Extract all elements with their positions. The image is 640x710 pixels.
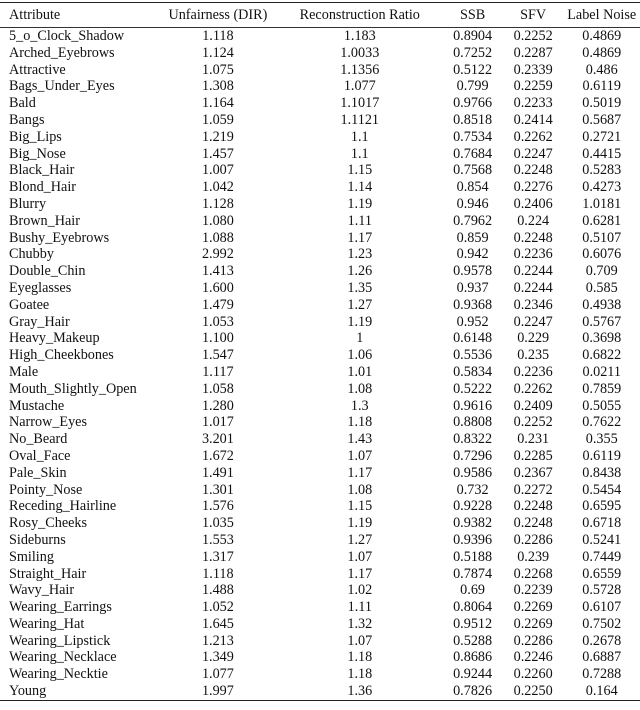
cell-attribute: No_Beard	[9, 431, 68, 448]
cell-ssb: 0.9228	[453, 498, 493, 515]
cell-label-noise: 0.6887	[582, 649, 622, 666]
cell-unfairness-dir: 1.301	[201, 481, 234, 498]
cell-reconstruction-ratio: 1.18	[347, 414, 373, 431]
cell-label-noise: 0.4273	[582, 179, 622, 196]
cell-attribute: Heavy_Makeup	[9, 330, 100, 347]
cell-label-noise: 0.5241	[582, 531, 622, 548]
cell-unfairness-dir: 1.600	[201, 279, 234, 296]
cell-label-noise: 0.4938	[582, 296, 622, 313]
cell-attribute: Oval_Face	[9, 447, 71, 464]
cell-reconstruction-ratio: 1.15	[347, 498, 373, 515]
cell-reconstruction-ratio: 1.18	[347, 649, 373, 666]
cell-reconstruction-ratio: 1.19	[347, 313, 373, 330]
cell-reconstruction-ratio: 1.23	[347, 246, 373, 263]
cell-attribute: Double_Chin	[9, 263, 86, 280]
cell-attribute: Pale_Skin	[9, 464, 67, 481]
cell-label-noise: 0.4869	[582, 28, 622, 44]
cell-label-noise: 0.5019	[582, 95, 622, 112]
cell-reconstruction-ratio: 1.36	[347, 683, 373, 700]
cell-label-noise: 0.585	[585, 279, 618, 296]
table-row	[0, 162, 640, 179]
cell-unfairness-dir: 1.042	[201, 179, 234, 196]
cell-ssb: 0.7962	[453, 212, 493, 229]
cell-unfairness-dir: 1.017	[201, 414, 234, 431]
table-row	[0, 549, 640, 566]
cell-label-noise: 0.2678	[582, 632, 622, 649]
cell-unfairness-dir: 1.553	[201, 531, 234, 548]
cell-reconstruction-ratio: 1.3	[350, 397, 369, 414]
table-row	[0, 179, 640, 196]
cell-ssb: 0.8064	[453, 599, 493, 616]
cell-attribute: Big_Nose	[9, 145, 66, 162]
cell-ssb: 0.7534	[453, 128, 493, 145]
header-label-noise: Label Noise	[567, 6, 637, 23]
cell-unfairness-dir: 1.052	[201, 599, 234, 616]
cell-unfairness-dir: 1.080	[201, 212, 234, 229]
cell-label-noise: 0.6281	[582, 212, 622, 229]
table-row	[0, 62, 640, 79]
cell-reconstruction-ratio: 1.11	[347, 212, 372, 229]
header-reconstruction-ratio: Reconstruction Ratio	[299, 6, 420, 23]
cell-ssb: 0.9766	[453, 95, 493, 112]
cell-attribute: Wearing_Earrings	[9, 599, 112, 616]
cell-unfairness-dir: 1.349	[201, 649, 234, 666]
cell-label-noise: 0.6119	[582, 78, 621, 95]
cell-unfairness-dir: 1.672	[201, 447, 234, 464]
table-row	[0, 465, 640, 482]
cell-reconstruction-ratio: 1.07	[347, 447, 373, 464]
cell-unfairness-dir: 1.035	[201, 515, 234, 532]
cell-ssb: 0.7874	[453, 565, 493, 582]
cell-unfairness-dir: 1.059	[201, 111, 234, 128]
cell-unfairness-dir: 1.007	[201, 162, 234, 179]
cell-attribute: Big_Lips	[9, 128, 62, 145]
cell-attribute: Mustache	[9, 397, 65, 414]
cell-reconstruction-ratio: 1.07	[347, 548, 373, 565]
table-row	[0, 347, 640, 364]
cell-sfv: 0.2269	[513, 615, 553, 632]
cell-unfairness-dir: 1.117	[202, 363, 234, 380]
cell-attribute: Sideburns	[9, 531, 66, 548]
cell-unfairness-dir: 3.201	[201, 431, 234, 448]
table-row	[0, 616, 640, 633]
cell-unfairness-dir: 1.576	[201, 498, 234, 515]
cell-unfairness-dir: 1.308	[201, 78, 234, 95]
cell-attribute: Wearing_Lipstick	[9, 632, 111, 649]
cell-sfv: 0.2246	[513, 649, 553, 666]
cell-label-noise: 0.5728	[582, 582, 622, 599]
cell-ssb: 0.7296	[453, 447, 493, 464]
cell-unfairness-dir: 1.413	[201, 263, 234, 280]
table-row	[0, 28, 640, 45]
cell-label-noise: 0.5107	[582, 229, 622, 246]
cell-attribute: Wearing_Necktie	[9, 666, 108, 683]
header-ssb: SSB	[459, 6, 486, 23]
cell-sfv: 0.2250	[513, 683, 553, 700]
cell-attribute: Blond_Hair	[9, 179, 76, 196]
cell-ssb: 0.8518	[453, 111, 493, 128]
cell-ssb: 0.9368	[453, 296, 493, 313]
cell-attribute: Young	[9, 683, 47, 700]
cell-ssb: 0.5288	[453, 632, 493, 649]
cell-reconstruction-ratio: 1.27	[347, 296, 373, 313]
cell-unfairness-dir: 1.213	[201, 632, 234, 649]
cell-sfv: 0.2414	[513, 111, 553, 128]
cell-attribute: Bangs	[9, 111, 45, 128]
cell-sfv: 0.2247	[513, 313, 553, 330]
cell-label-noise: 0.486	[585, 61, 618, 78]
cell-sfv: 0.2409	[513, 397, 553, 414]
cell-unfairness-dir: 1.118	[202, 565, 234, 582]
cell-label-noise: 0.709	[585, 263, 618, 280]
cell-label-noise: 0.4869	[582, 44, 622, 61]
cell-attribute: Brown_Hair	[9, 212, 80, 229]
cell-sfv: 0.2286	[513, 531, 553, 548]
cell-attribute: Bags_Under_Eyes	[9, 78, 115, 95]
cell-attribute: Eyeglasses	[9, 279, 72, 296]
cell-reconstruction-ratio: 1.1	[350, 145, 369, 162]
cell-reconstruction-ratio: 1.077	[343, 78, 376, 95]
cell-reconstruction-ratio: 1.35	[347, 279, 373, 296]
table-row	[0, 280, 640, 297]
cell-ssb: 0.5188	[453, 548, 493, 565]
cell-ssb: 0.5834	[453, 363, 493, 380]
table-row	[0, 95, 640, 112]
cell-sfv: 0.2239	[513, 582, 553, 599]
cell-ssb: 0.732	[456, 481, 489, 498]
cell-unfairness-dir: 1.488	[201, 582, 234, 599]
table-row	[0, 78, 640, 95]
cell-label-noise: 0.8438	[582, 464, 622, 481]
table-row	[0, 45, 640, 62]
cell-ssb: 0.7568	[453, 162, 493, 179]
table-row	[0, 297, 640, 314]
cell-reconstruction-ratio: 1.07	[347, 632, 373, 649]
cell-label-noise: 1.0181	[582, 195, 622, 212]
cell-unfairness-dir: 1.100	[201, 330, 234, 347]
cell-sfv: 0.231	[517, 431, 550, 448]
cell-ssb: 0.937	[456, 279, 489, 296]
cell-sfv: 0.2276	[513, 179, 553, 196]
cell-sfv: 0.2244	[513, 263, 553, 280]
cell-unfairness-dir: 1.219	[201, 128, 234, 145]
cell-ssb: 0.9616	[453, 397, 493, 414]
table-row	[0, 213, 640, 230]
cell-label-noise: 0.7622	[582, 414, 622, 431]
cell-label-noise: 0.5687	[582, 111, 622, 128]
cell-label-noise: 0.7502	[582, 615, 622, 632]
cell-ssb: 0.7252	[453, 44, 493, 61]
cell-unfairness-dir: 1.088	[201, 229, 234, 246]
cell-sfv: 0.2244	[513, 279, 553, 296]
table-header	[0, 3, 640, 28]
table-body	[0, 28, 640, 701]
cell-reconstruction-ratio: 1.43	[347, 431, 373, 448]
table-row	[0, 196, 640, 213]
cell-attribute: High_Cheekbones	[9, 347, 114, 364]
cell-ssb: 0.8808	[453, 414, 493, 431]
table-row	[0, 414, 640, 431]
cell-ssb: 0.942	[456, 246, 489, 263]
table-row	[0, 599, 640, 616]
table-row	[0, 230, 640, 247]
cell-attribute: Rosy_Cheeks	[9, 515, 88, 532]
cell-ssb: 0.8686	[453, 649, 493, 666]
cell-reconstruction-ratio: 1	[356, 330, 364, 347]
cell-label-noise: 0.164	[585, 683, 618, 700]
cell-ssb: 0.9586	[453, 464, 493, 481]
cell-sfv: 0.2236	[513, 363, 553, 380]
cell-ssb: 0.8322	[453, 431, 493, 448]
cell-ssb: 0.7684	[453, 145, 493, 162]
cell-attribute: Receding_Hairline	[9, 498, 117, 515]
table-row	[0, 515, 640, 532]
cell-reconstruction-ratio: 1.183	[343, 28, 376, 44]
cell-sfv: 0.2346	[513, 296, 553, 313]
cell-ssb: 0.5122	[453, 61, 493, 78]
cell-ssb: 0.9382	[453, 515, 493, 532]
cell-attribute: Wearing_Hat	[9, 615, 85, 632]
cell-label-noise: 0.7859	[582, 380, 622, 397]
cell-ssb: 0.8904	[453, 28, 493, 44]
cell-reconstruction-ratio: 1.1356	[340, 61, 380, 78]
table-row	[0, 582, 640, 599]
cell-unfairness-dir: 1.997	[201, 683, 234, 700]
cell-label-noise: 0.3698	[582, 330, 622, 347]
cell-attribute: Smiling	[9, 548, 54, 565]
cell-reconstruction-ratio: 1.27	[347, 531, 373, 548]
cell-reconstruction-ratio: 1.26	[347, 263, 373, 280]
cell-sfv: 0.2236	[513, 246, 553, 263]
cell-reconstruction-ratio: 1.17	[347, 229, 373, 246]
cell-sfv: 0.2262	[513, 128, 553, 145]
cell-label-noise: 0.6822	[582, 347, 622, 364]
cell-ssb: 0.5222	[453, 380, 493, 397]
cell-sfv: 0.2367	[513, 464, 553, 481]
cell-unfairness-dir: 1.491	[201, 464, 234, 481]
cell-attribute: Male	[9, 363, 39, 380]
cell-unfairness-dir: 1.547	[201, 347, 234, 364]
cell-ssb: 0.69	[460, 582, 485, 599]
cell-reconstruction-ratio: 1.14	[347, 179, 373, 196]
cell-unfairness-dir: 1.053	[201, 313, 234, 330]
header-sfv: SFV	[520, 6, 547, 23]
table-row	[0, 246, 640, 263]
cell-sfv: 0.2339	[513, 61, 553, 78]
cell-sfv: 0.2248	[513, 229, 553, 246]
cell-attribute: Wavy_Hair	[9, 582, 75, 599]
cell-reconstruction-ratio: 1.08	[347, 481, 373, 498]
table-row	[0, 532, 640, 549]
cell-label-noise: 0.5454	[582, 481, 622, 498]
cell-label-noise: 0.7449	[582, 548, 622, 565]
cell-ssb: 0.7826	[453, 683, 493, 700]
cell-ssb: 0.5536	[453, 347, 493, 364]
cell-unfairness-dir: 1.118	[202, 28, 234, 44]
table-row	[0, 314, 640, 331]
cell-ssb: 0.6148	[453, 330, 493, 347]
cell-sfv: 0.229	[517, 330, 550, 347]
cell-label-noise: 0.4415	[582, 145, 622, 162]
cell-attribute: Bald	[9, 95, 36, 112]
cell-attribute: Straight_Hair	[9, 565, 87, 582]
cell-reconstruction-ratio: 1.19	[347, 515, 373, 532]
cell-sfv: 0.2268	[513, 565, 553, 582]
cell-label-noise: 0.355	[585, 431, 618, 448]
cell-ssb: 0.952	[456, 313, 489, 330]
cell-sfv: 0.2285	[513, 447, 553, 464]
cell-ssb: 0.799	[456, 78, 489, 95]
cell-reconstruction-ratio: 1.1017	[340, 95, 380, 112]
cell-reconstruction-ratio: 1.08	[347, 380, 373, 397]
cell-sfv: 0.2233	[513, 95, 553, 112]
cell-sfv: 0.235	[517, 347, 550, 364]
cell-attribute: Pointy_Nose	[9, 481, 83, 498]
cell-attribute: Gray_Hair	[9, 313, 70, 330]
cell-label-noise: 0.6595	[582, 498, 622, 515]
cell-unfairness-dir: 1.058	[201, 380, 234, 397]
cell-sfv: 0.2406	[513, 195, 553, 212]
cell-attribute: Blurry	[9, 195, 47, 212]
header-unfairness-dir: Unfairness (DIR)	[168, 6, 268, 23]
cell-reconstruction-ratio: 1.1	[350, 128, 369, 145]
cell-ssb: 0.9578	[453, 263, 493, 280]
cell-sfv: 0.2287	[513, 44, 553, 61]
cell-label-noise: 0.6076	[582, 246, 622, 263]
cell-label-noise: 0.0211	[582, 363, 621, 380]
cell-label-noise: 0.6107	[582, 599, 622, 616]
cell-reconstruction-ratio: 1.15	[347, 162, 373, 179]
table-row	[0, 112, 640, 129]
cell-attribute: 5_o_Clock_Shadow	[9, 28, 125, 44]
cell-sfv: 0.2248	[513, 515, 553, 532]
cell-unfairness-dir: 1.077	[201, 666, 234, 683]
cell-ssb: 0.9512	[453, 615, 493, 632]
table-row	[0, 364, 640, 381]
cell-unfairness-dir: 1.479	[201, 296, 234, 313]
cell-sfv: 0.2248	[513, 162, 553, 179]
cell-sfv: 0.2247	[513, 145, 553, 162]
table-row	[0, 498, 640, 515]
cell-reconstruction-ratio: 1.18	[347, 666, 373, 683]
cell-attribute: Goatee	[9, 296, 50, 313]
cell-reconstruction-ratio: 1.06	[347, 347, 373, 364]
cell-label-noise: 0.6718	[582, 515, 622, 532]
cell-sfv: 0.2260	[513, 666, 553, 683]
cell-label-noise: 0.5055	[582, 397, 622, 414]
cell-attribute: Narrow_Eyes	[9, 414, 88, 431]
cell-unfairness-dir: 1.075	[201, 61, 234, 78]
table-row	[0, 146, 640, 163]
cell-ssb: 0.946	[456, 195, 489, 212]
cell-unfairness-dir: 1.317	[201, 548, 234, 565]
cell-reconstruction-ratio: 1.19	[347, 195, 373, 212]
cell-label-noise: 0.6119	[582, 447, 621, 464]
attribute-metrics-table	[0, 2, 640, 701]
cell-sfv: 0.2272	[513, 481, 553, 498]
cell-reconstruction-ratio: 1.0033	[340, 44, 380, 61]
cell-sfv: 0.2262	[513, 380, 553, 397]
cell-sfv: 0.2269	[513, 599, 553, 616]
cell-sfv: 0.2252	[513, 414, 553, 431]
cell-ssb: 0.854	[456, 179, 489, 196]
table-row	[0, 666, 640, 683]
cell-reconstruction-ratio: 1.1121	[340, 111, 380, 128]
cell-unfairness-dir: 1.457	[201, 145, 234, 162]
cell-reconstruction-ratio: 1.17	[347, 464, 373, 481]
cell-attribute: Bushy_Eyebrows	[9, 229, 110, 246]
cell-attribute: Mouth_Slightly_Open	[9, 380, 137, 397]
cell-attribute: Arched_Eyebrows	[9, 44, 115, 61]
table-row	[0, 129, 640, 146]
table-row	[0, 381, 640, 398]
table-row	[0, 566, 640, 583]
cell-ssb: 0.859	[456, 229, 489, 246]
cell-unfairness-dir: 1.164	[201, 95, 234, 112]
cell-attribute: Wearing_Necklace	[9, 649, 117, 666]
cell-label-noise: 0.5767	[582, 313, 622, 330]
cell-unfairness-dir: 1.128	[201, 195, 234, 212]
cell-label-noise: 0.2721	[582, 128, 622, 145]
cell-sfv: 0.2286	[513, 632, 553, 649]
cell-label-noise: 0.6559	[582, 565, 622, 582]
table-row	[0, 330, 640, 347]
table-row	[0, 263, 640, 280]
cell-attribute: Chubby	[9, 246, 54, 263]
cell-sfv: 0.2259	[513, 78, 553, 95]
cell-attribute: Black_Hair	[9, 162, 75, 179]
table-row	[0, 398, 640, 415]
cell-label-noise: 0.7288	[582, 666, 622, 683]
cell-unfairness-dir: 1.645	[201, 615, 234, 632]
cell-unfairness-dir: 1.280	[201, 397, 234, 414]
cell-reconstruction-ratio: 1.32	[347, 615, 373, 632]
cell-unfairness-dir: 2.992	[201, 246, 234, 263]
table-row	[0, 431, 640, 448]
header-row	[0, 3, 640, 28]
cell-reconstruction-ratio: 1.02	[347, 582, 373, 599]
table-row	[0, 633, 640, 650]
cell-reconstruction-ratio: 1.17	[347, 565, 373, 582]
table-row	[0, 482, 640, 499]
cell-unfairness-dir: 1.124	[201, 44, 234, 61]
cell-reconstruction-ratio: 1.11	[347, 599, 372, 616]
cell-sfv: 0.224	[517, 212, 550, 229]
cell-ssb: 0.9396	[453, 531, 493, 548]
cell-sfv: 0.2248	[513, 498, 553, 515]
cell-attribute: Attractive	[9, 61, 66, 78]
cell-sfv: 0.2252	[513, 28, 553, 44]
header-attribute: Attribute	[9, 6, 61, 23]
table-row	[0, 649, 640, 666]
cell-label-noise: 0.5283	[582, 162, 622, 179]
cell-sfv: 0.239	[517, 548, 550, 565]
cell-ssb: 0.9244	[453, 666, 493, 683]
table-row	[0, 683, 640, 700]
cell-reconstruction-ratio: 1.01	[347, 363, 373, 380]
table-row	[0, 448, 640, 465]
